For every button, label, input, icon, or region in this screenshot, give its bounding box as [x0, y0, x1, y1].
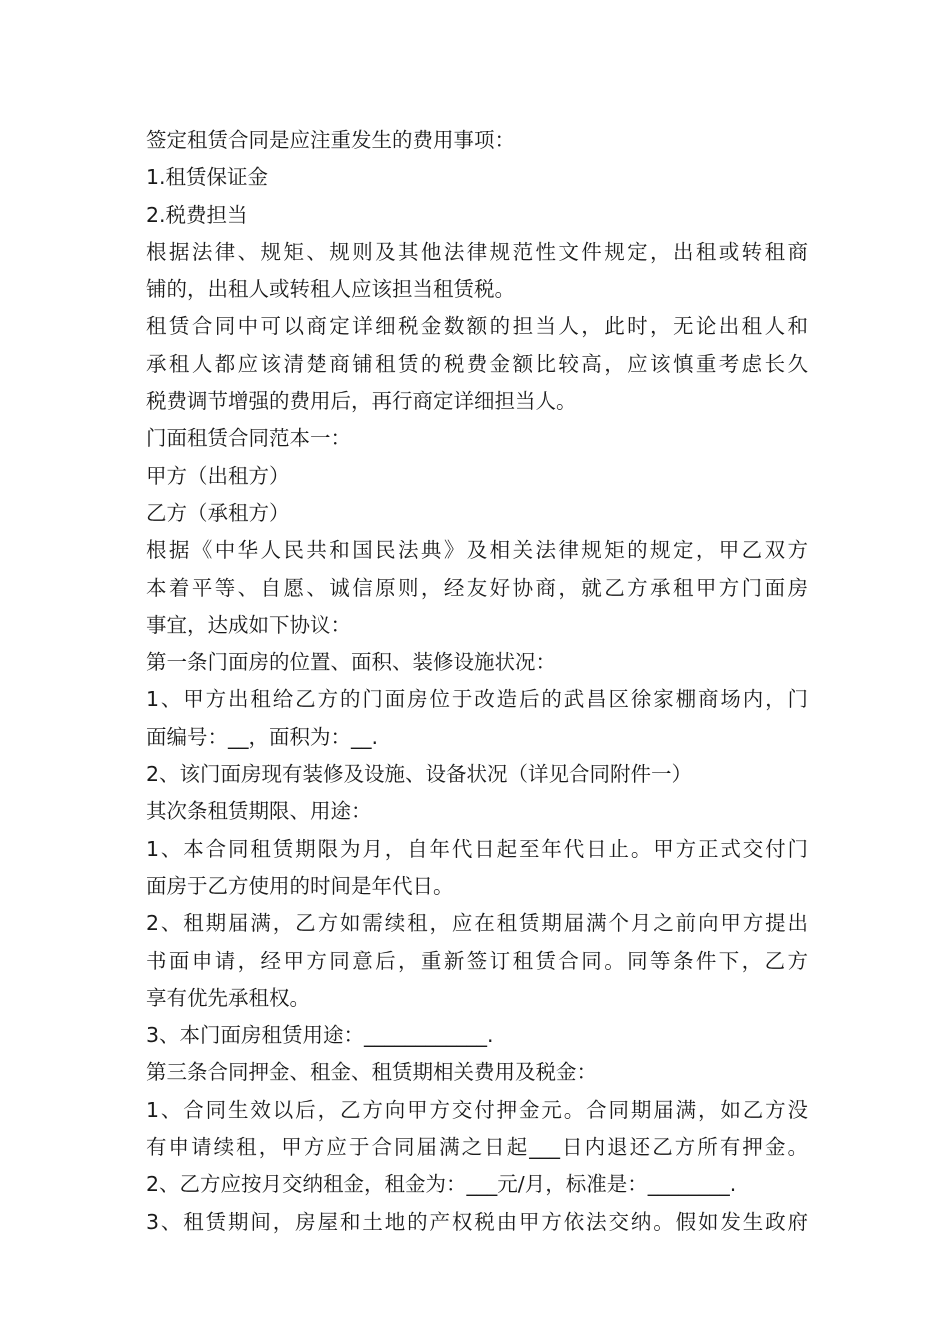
text-line: 2、租期届满，乙方如需续租，应在租赁期届满个月之前向甲方提出 — [146, 911, 808, 936]
text-line: 享有优先承租权。 — [146, 985, 310, 1010]
text-line: 铺的，出租人或转租人应该担当租赁税。 — [146, 277, 515, 302]
text-line: 其次条租赁期限、用途： — [146, 799, 372, 824]
text-line: 1、甲方出租给乙方的门面房位于改造后的武昌区徐家棚商场内，门 — [146, 687, 808, 712]
text-line: 承租人都应该清楚商铺租赁的税费金额比较高，应该慎重考虑长久 — [146, 351, 808, 376]
text-line: 2、乙方应按月交纳租金，租金为：___元/月，标准是：________. — [146, 1172, 737, 1197]
text-line: 2、该门面房现有装修及设施、设备状况（详见合同附件一） — [146, 762, 693, 787]
text-line: 有申请续租，甲方应于合同届满之日起___日内退还乙方所有押金。 — [146, 1135, 808, 1160]
text-line: 租赁合同中可以商定详细税金数额的担当人，此时，无论出租人和 — [146, 314, 808, 339]
text-line: 第一条门面房的位置、面积、装修设施状况： — [146, 650, 556, 675]
text-line: 1、合同生效以后，乙方向甲方交付押金元。合同期届满，如乙方没 — [146, 1097, 808, 1122]
text-line: 根据法律、规矩、规则及其他法律规范性文件规定，出租或转租商 — [146, 239, 808, 264]
text-line: 第三条合同押金、租金、租赁期相关费用及税金： — [146, 1060, 597, 1085]
text-line: 门面租赁合同范本一： — [146, 426, 351, 451]
text-line: 书面申请，经甲方同意后，重新签订租赁合同。同等条件下，乙方 — [146, 948, 808, 973]
text-line: 乙方（承租方） — [146, 500, 290, 525]
document-body — [146, 122, 808, 1241]
text-line: 1.租赁保证金 — [146, 165, 269, 190]
text-line: 3、租赁期间，房屋和土地的产权税由甲方依法交纳。假如发生政府 — [146, 1209, 808, 1234]
text-line: 税费调节增强的费用后，再行商定详细担当人。 — [146, 389, 577, 414]
text-line: 3、本门面房租赁用途：____________. — [146, 1023, 494, 1048]
text-line: 2.税费担当 — [146, 202, 248, 227]
text-line: 面编号：__，面积为：__. — [146, 724, 379, 749]
text-line: 甲方（出租方） — [146, 463, 290, 488]
text-line: 面房于乙方使用的时间是年代日。 — [146, 873, 454, 898]
text-line: 签定租赁合同是应注重发生的费用事项： — [146, 128, 515, 152]
text-line: 事宜，达成如下协议： — [146, 612, 351, 637]
text-line: 根据《中华人民共和国民法典》及相关法律规矩的规定，甲乙双方 — [146, 538, 808, 563]
text-line: 本着平等、自愿、诚信原则，经友好协商，就乙方承租甲方门面房 — [146, 575, 808, 600]
text-line: 1、本合同租赁期限为月，自年代日起至年代日止。甲方正式交付门 — [146, 836, 808, 861]
